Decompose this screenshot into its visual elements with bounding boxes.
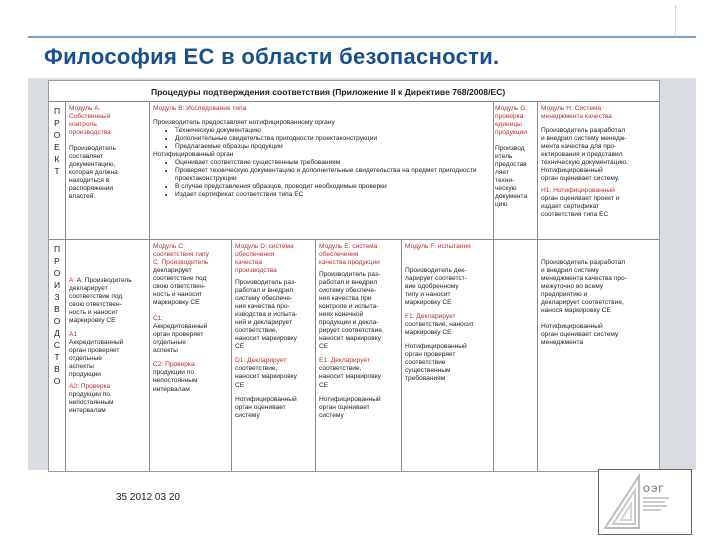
module-b-cell: Модуль В: Исследование типа Производитель предоставляет нотифицированному органу • Техническую документацию • Дополнительные свидетельства пригодности проектаконструкции • Предлагаемые образцы продукции Нотифицированный орган • Оценивает соответствие существенным требованиям • Проверяет техническую документацию и дополнительные свидетельства на предмет пригодности проектаконструкции • В случае представления образцов, проводит необходимые проверки • Издает сертификат соответствия типа ЕС [153, 105, 491, 237]
design-stage-label: П Р О Е К Т [53, 106, 61, 176]
module-a-cell: Модуль А: Собственный контроль производства Производитель составляет документацию, которая должна находиться в распоряжении властей. [69, 105, 118, 201]
stage-divider [49, 239, 659, 240]
module-e-cell: Модуль Е: система обеспечения качества продукции Производитель раз- работал и внедрил систему обеспече- ния качества при контроле и испыта- ниях конечной продукции и декла- рирует соответствие, наносит маркировку СЕ Е1: Декларирует соответствие, наносит маркировку СЕ Нотифицированный орган оценивает систему [319, 243, 384, 419]
production-stage-label: П Р О И З В О Д С Т В О [53, 244, 61, 386]
title-rule [28, 36, 696, 38]
module-d-cell: Модуль D: система обеспечения качества производства Производитель раз- работал и внедрил систему обеспече- ния качества про- изводства и испыта- ний и декларирует соответствие, наносит маркировку СЕ D1: Декларирует соответствие, наносит маркировку СЕ Нотифицированный орган оценивает систему [235, 243, 298, 419]
col-f-divider [493, 239, 494, 471]
table-header: Процедуры подтверждения соответствия (Приложение II к Директиве 768/2008/EC) [151, 87, 506, 97]
col-a-divider [149, 101, 150, 471]
col-e-divider [401, 239, 402, 471]
header-divider [49, 101, 659, 102]
col-b-divider [493, 101, 494, 239]
corner-decoration [675, 6, 694, 38]
module-f-cell: Модуль F: испытания Производитель дек- ларирует соответст- вие одобренному типу и наносит маркировку СЕ F1: Декларирует соответствие, наносит маркировку СЕ Нотифицированный орган проверяет соответствие существенным требованиям [405, 243, 474, 383]
logo-lines-icon [643, 497, 669, 511]
conformity-procedures-table [48, 80, 660, 472]
logo-text: ОЭГ [643, 484, 665, 494]
production-h-cell: Производитель разработал и внедрил систему менеджмента качества про- межуточно во всему предприятию и декларирует соответствие, нанося маркировку СЕ Нотифицированный орган оценивает систему менеджмента [541, 259, 627, 347]
slide-footer: 35 2012 03 20 [116, 492, 180, 503]
module-h-design-cell: Модуль H: Система менеджмента качества Производитель разработал и внедрил систему менедж- мента качества для про- ектирования и представил техническую документацию. Нотифицированный орган оценивает систему. H1: Нотифицированный орган оценивает проект и издает сертификат соответствия типа ЕС [541, 105, 628, 219]
organization-logo [598, 469, 692, 535]
col-c-divider [231, 239, 232, 471]
module-c-cell: Модуль С: соответствия типу С: Производитель декларирует соответствие под свою ответствен- ность и наносит маркировку СЕ C1: Аккредитованный орган проверяет отдельные аспекты C2: Проверка продукции по непостоянным интервалам [153, 243, 209, 393]
letters-divider [65, 101, 66, 471]
slide-title: Философия ЕС в области безопасности. [44, 44, 500, 69]
col-d-divider [315, 239, 316, 471]
col-g-divider [537, 101, 538, 471]
production-a-cell: A: A: Производитель декларирует соответствие под свою ответствен- ность и наносит маркировку СЕ А1 Аккредитованный орган проверяет отдельные аспекты продукции А2: Проверка продукции по непостоянным интервалам [69, 277, 132, 415]
module-g-cell: Модуль G: проверка единицы продукции Производ итель предостав ляет техни- ческую документа цию [495, 105, 528, 209]
